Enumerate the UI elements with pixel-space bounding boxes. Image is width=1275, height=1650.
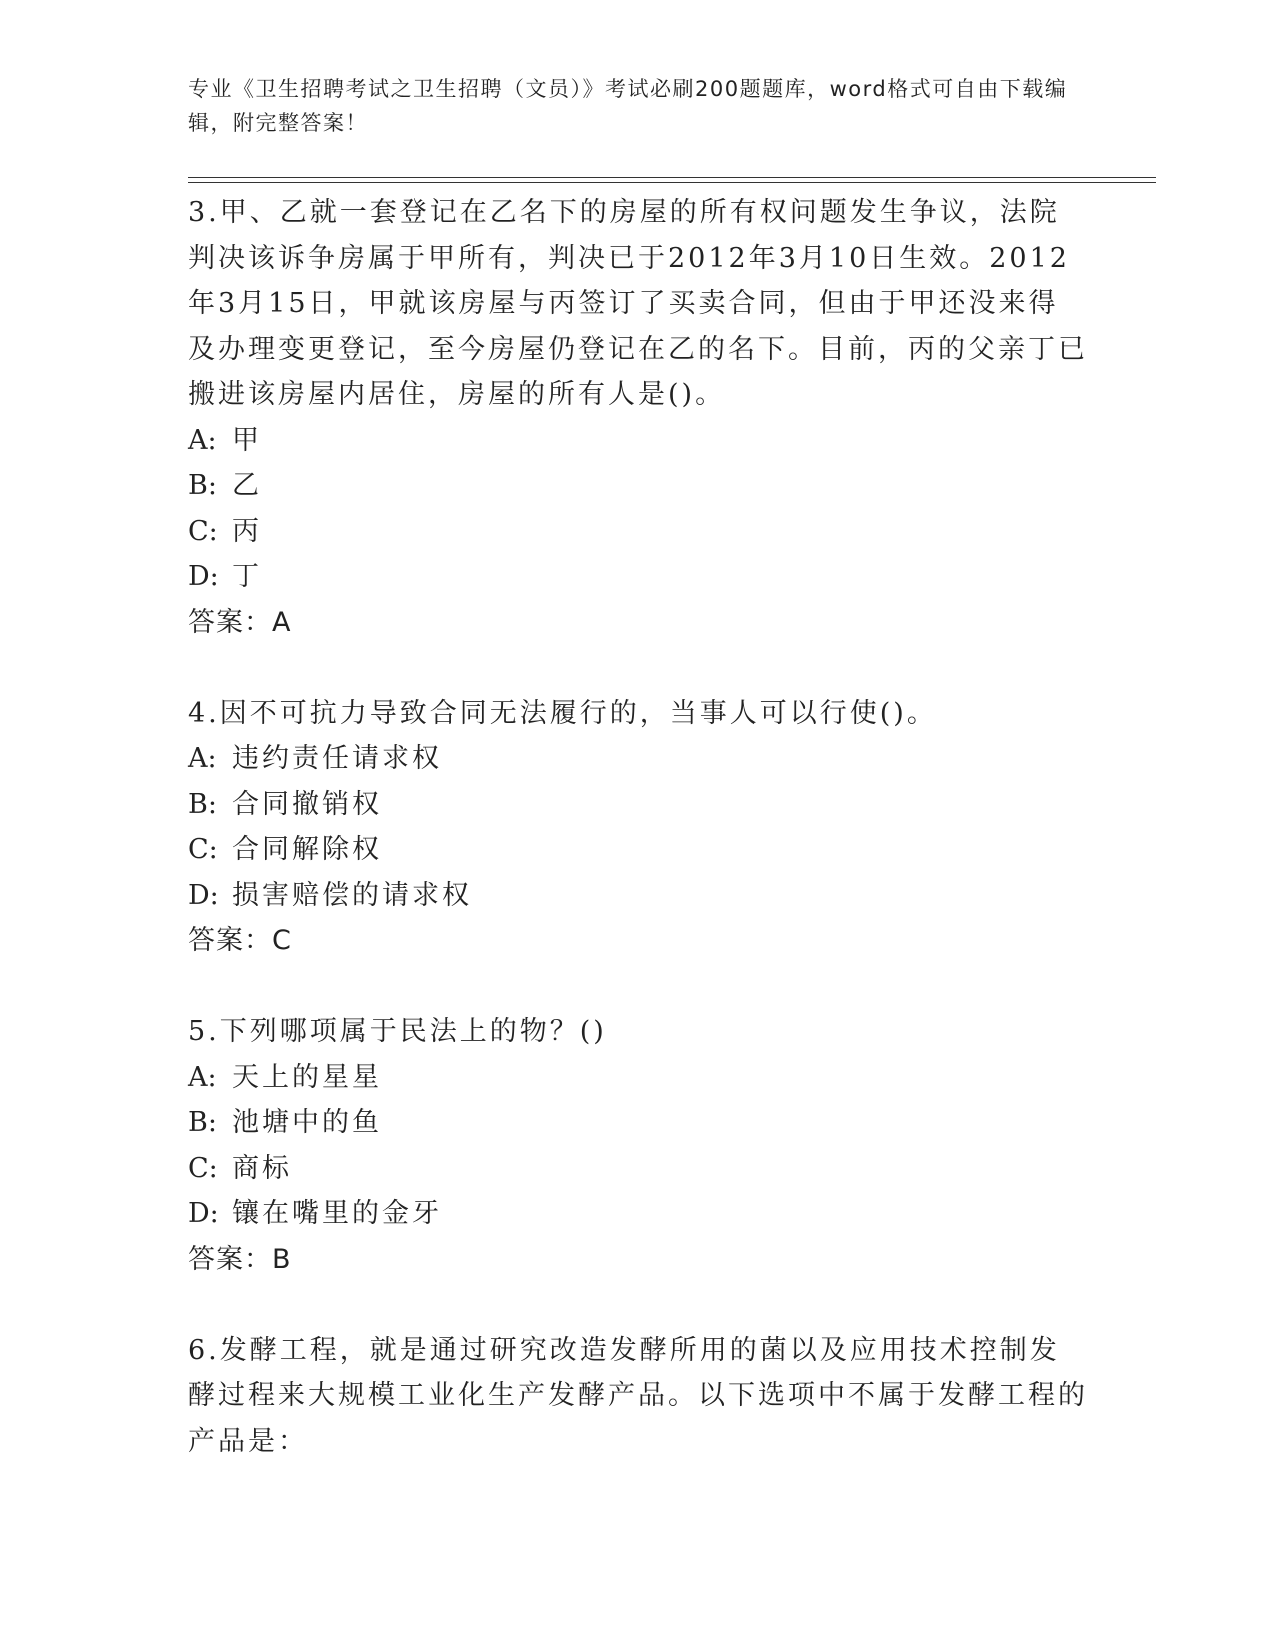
option-c (188, 509, 1088, 555)
question-spacer (188, 1282, 1088, 1328)
question-text: 3.甲、乙就一套登记在乙名下的房屋的所有权问题发生争议，法院判决该诉争房属于甲所有，判决已于2012年3月10日生效。2012年3月15日，甲就该房屋与丙签订了买卖合同，但由于甲还没来得及办理变更登记，至今房屋仍登记在乙的名下。目前，丙的父亲丁已搬进该房屋内居住，房屋的所有人是()。 (188, 197, 1088, 410)
answer-line: 答案：A (188, 606, 292, 638)
option-letter: B: (188, 1107, 217, 1138)
option-text: 违约责任请求权 (232, 743, 442, 774)
option-d (188, 1191, 1088, 1237)
option-text: 商标 (232, 1152, 292, 1184)
answer-line: 答案：C (188, 925, 292, 956)
option-a (188, 418, 1088, 464)
answer-line: 答案：B (188, 1243, 292, 1275)
header-divider-top (188, 177, 1156, 178)
option-d (188, 873, 1088, 919)
option-text: 丁 (232, 561, 262, 592)
option-b (188, 463, 1088, 509)
option-c (188, 827, 1088, 873)
option-letter: A: (188, 1061, 217, 1093)
question-block (188, 1009, 1088, 1282)
question-block (188, 691, 1088, 964)
option-text: 乙 (232, 470, 262, 501)
question-spacer (188, 964, 1088, 1010)
question-text: 4.因不可抗力导致合同无法履行的，当事人可以行使()。 (188, 697, 937, 729)
question-list (188, 190, 1088, 1464)
option-text: 损害赔偿的请求权 (232, 879, 472, 911)
option-letter: C: (188, 1152, 218, 1184)
option-letter: A: (188, 424, 217, 456)
question-spacer (188, 645, 1088, 691)
option-letter: D: (188, 1198, 219, 1229)
option-c (188, 1146, 1088, 1192)
option-letter: B: (188, 788, 217, 820)
option-b (188, 1100, 1088, 1146)
option-letter: A: (188, 743, 217, 774)
question-block (188, 190, 1088, 645)
option-a (188, 736, 1088, 782)
option-text: 镶在嘴里的金牙 (232, 1198, 442, 1229)
option-letter: D: (188, 879, 219, 911)
question-text: 6.发酵工程，就是通过研究改造发酵所用的菌以及应用技术控制发酵过程来大规模工业化生产发酵产品。以下选项中不属于发酵工程的产品是： (188, 1334, 1088, 1457)
option-letter: C: (188, 515, 218, 547)
option-letter: B: (188, 470, 217, 501)
option-text: 丙 (232, 515, 262, 547)
option-text: 甲 (232, 424, 262, 456)
header-divider-bottom (188, 182, 1156, 183)
option-text: 合同撤销权 (232, 788, 382, 820)
option-letter: D: (188, 561, 219, 592)
document-header: 专业《卫生招聘考试之卫生招聘（文员）》考试必刷200题题库，word格式可自由下载编辑，附完整答案！ (188, 77, 1068, 135)
option-text: 天上的星星 (232, 1061, 382, 1093)
option-letter: C: (188, 834, 218, 865)
option-d (188, 554, 1088, 600)
option-b (188, 782, 1088, 828)
option-text: 合同解除权 (232, 834, 382, 865)
question-block (188, 1328, 1088, 1465)
question-text: 5.下列哪项属于民法上的物？() (188, 1016, 607, 1047)
option-a (188, 1055, 1088, 1101)
option-text: 池塘中的鱼 (232, 1107, 382, 1138)
